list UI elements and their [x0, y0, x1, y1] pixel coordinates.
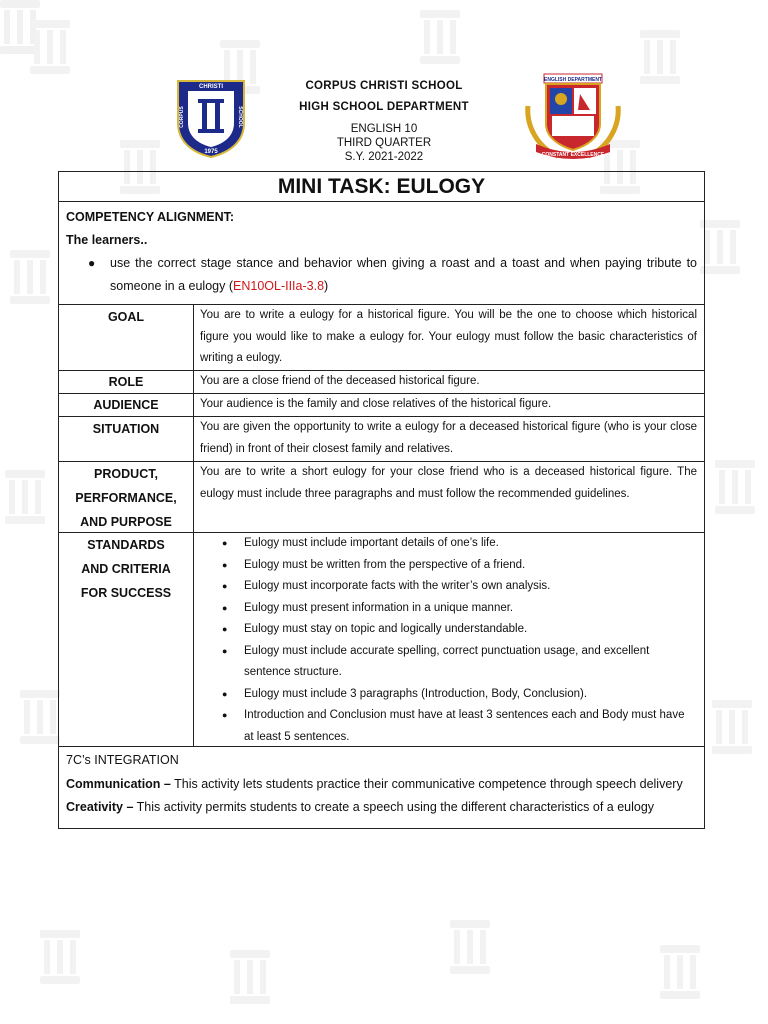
- standards-list-item: ● Eulogy must include 3 paragraphs (Introduction, Body, Conclusion).: [194, 684, 697, 706]
- mini-task-table: [58, 171, 705, 829]
- product-label-line-3: AND PURPOSE: [80, 515, 172, 529]
- seal-year-text: 1975: [204, 149, 218, 155]
- bullet-icon: ●: [88, 256, 96, 270]
- competency-close-paren: ): [324, 279, 329, 293]
- audience-label: AUDIENCE: [59, 394, 194, 416]
- situation-row: [59, 417, 704, 462]
- seal-left-text: CORPUS: [179, 106, 185, 128]
- integration-section: [59, 747, 704, 828]
- product-row: [59, 462, 704, 533]
- subject-line: ENGLISH 10: [350, 123, 418, 135]
- quarter-line: THIRD QUARTER: [336, 137, 432, 149]
- product-label-line-1: PRODUCT,: [94, 467, 158, 481]
- product-label: [59, 462, 194, 532]
- school-header: [260, 76, 508, 164]
- communication-paragraph: [66, 773, 697, 797]
- standards-list: [194, 533, 697, 748]
- seal-right-text: SCHOOL: [237, 106, 243, 128]
- competency-bullet: [66, 252, 697, 298]
- standards-list-item: ● Eulogy must include accurate spelling, correct punctuation usage, and excellent sentence structure.: [194, 641, 697, 684]
- school-year-line: S.Y. 2021-2022: [344, 151, 424, 163]
- goal-row: [59, 305, 704, 371]
- integration-heading: 7C’s INTEGRATION: [66, 753, 179, 767]
- product-label-line-2: PERFORMANCE,: [75, 491, 177, 505]
- seal-top-text: CHRISTI: [199, 84, 223, 90]
- communication-text: This activity lets students practice their communicative competence through speech delivery: [170, 776, 683, 791]
- learners-heading: The learners..: [66, 233, 148, 247]
- creativity-label: Creativity –: [66, 800, 134, 814]
- school-name: CORPUS CHRISTI SCHOOL: [305, 80, 463, 92]
- standards-list-item: ● Eulogy must incorporate facts with the writer’s own analysis.: [194, 576, 697, 598]
- competency-text-wrapper: [110, 252, 697, 298]
- standards-label-line-1: STANDARDS: [87, 538, 165, 552]
- competency-text: use the correct stage stance and behavior when giving a roast and a toast and when paying tribute to someone in a eulogy (: [110, 256, 697, 293]
- standards-list-item: ● Eulogy must include important details of one’s life.: [194, 533, 697, 555]
- competency-heading: COMPETENCY ALIGNMENT:: [66, 210, 235, 224]
- creativity-paragraph: [66, 796, 697, 820]
- competency-section: [59, 202, 704, 305]
- crest-bottom-banner-text: CONSTANT EXCELLENCE: [541, 152, 605, 158]
- communication-label: Communication –: [66, 776, 171, 791]
- school-seal-logo: [172, 77, 250, 159]
- standards-label-line-3: FOR SUCCESS: [80, 586, 172, 600]
- standards-list-item: ● Introduction and Conclusion must have at least 3 sentences each and Body must have at least 5 sentences.: [194, 705, 697, 748]
- task-title: MINI TASK: EULOGY: [59, 172, 704, 202]
- audience-text: Your audience is the family and close relatives of the historical figure.: [200, 398, 552, 410]
- crest-top-banner-text: ENGLISH DEPARTMENT: [544, 77, 602, 83]
- standards-row: [59, 533, 704, 747]
- competency-code: EN10OL-IIIa-3.8: [233, 279, 325, 293]
- role-label: ROLE: [59, 371, 194, 393]
- standards-list-item: ● Eulogy must stay on topic and logically understandable.: [194, 619, 697, 641]
- goal-label: GOAL: [59, 305, 194, 370]
- role-text: You are a close friend of the deceased historical figure.: [200, 375, 480, 387]
- standards-label-line-2: AND CRITERIA: [81, 562, 171, 576]
- standards-content: [194, 533, 704, 746]
- situation-text: You are given the opportunity to write a eulogy for a deceased historical figure (who is your close friend) in front of their closest family and relatives.: [200, 421, 697, 455]
- standards-list-item: ● Eulogy must be written from the perspective of a friend.: [194, 555, 697, 577]
- product-text: You are to write a short eulogy for your close friend who is a deceased historical figure. The eulogy must include three paragraphs and must follow the recommended guidelines.: [200, 466, 697, 500]
- english-department-crest-logo: [518, 66, 628, 166]
- standards-label: [59, 533, 194, 746]
- role-row: [59, 371, 704, 394]
- audience-row: [59, 394, 704, 417]
- department-name: HIGH SCHOOL DEPARTMENT: [299, 101, 469, 113]
- goal-text: You are to write a eulogy for a historical figure. You will be the one to choose which historical figure you would like to make a eulogy for. Your eulogy must follow the basic characteristics of writing a eulogy.: [200, 309, 697, 364]
- situation-label: SITUATION: [59, 417, 194, 461]
- standards-list-item: ● Eulogy must present information in a unique manner.: [194, 598, 697, 620]
- creativity-text: This activity permits students to create a speech using the different characteristics of a eulogy: [133, 800, 655, 814]
